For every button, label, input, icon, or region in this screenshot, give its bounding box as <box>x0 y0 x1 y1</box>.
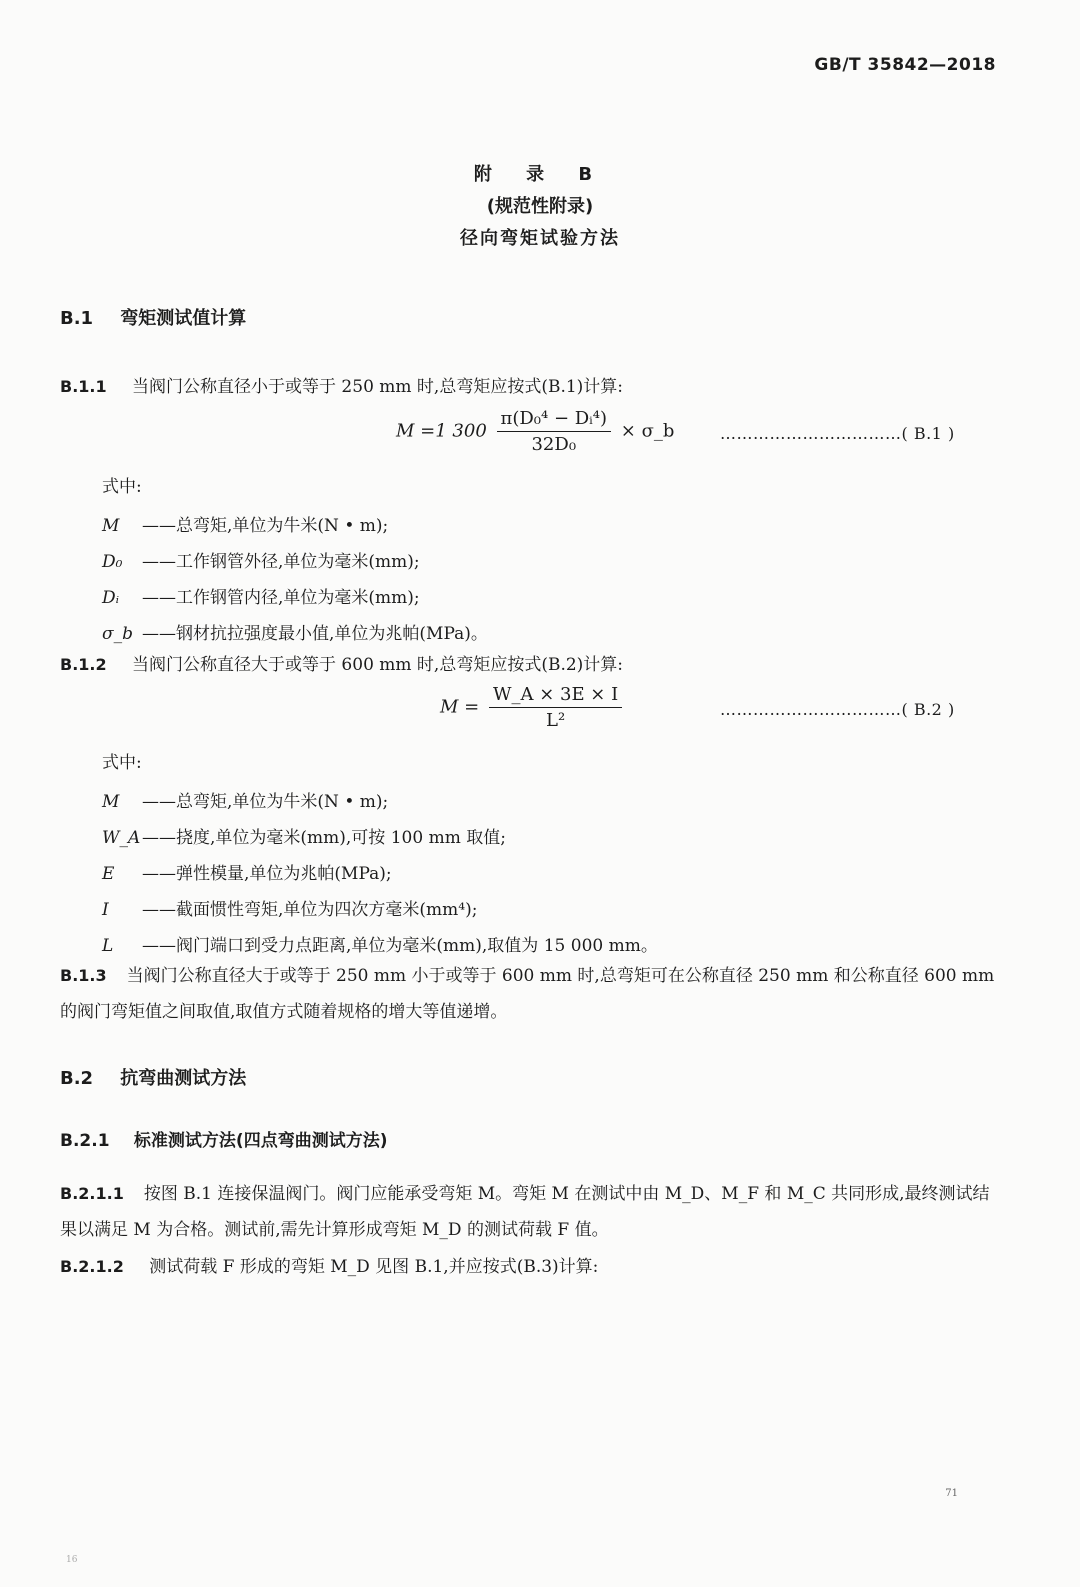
formula-numerator: W_A × 3E × I <box>489 684 622 708</box>
formula-denominator: L² <box>546 710 566 731</box>
page-number: 71 <box>945 1488 958 1499</box>
equation-number: ……………………………( B.2 ) <box>720 700 955 719</box>
definition-text: ——截面惯性弯矩,单位为四次方毫米(mm⁴); <box>142 900 478 920</box>
clause-b1-2 <box>60 650 623 675</box>
definition-row <box>102 616 488 652</box>
where-label: 式中: <box>102 753 142 773</box>
definition-symbol: I <box>102 900 109 920</box>
clause-b1-3 <box>60 958 1000 1030</box>
definition-text: ——工作钢管外径,单位为毫米(mm); <box>142 552 420 572</box>
definition-row <box>102 820 658 856</box>
definition-text: ——工作钢管内径,单位为毫米(mm); <box>142 588 420 608</box>
definition-text: ——弹性模量,单位为兆帕(MPa); <box>142 864 392 884</box>
definition-symbol: M <box>102 792 120 812</box>
formula-lhs: M =1 300 <box>396 420 487 442</box>
standard-number: GB/T 35842—2018 <box>814 55 996 75</box>
section-b1-heading <box>60 304 246 330</box>
definition-row <box>102 580 488 616</box>
annex-type: (规范性附录) <box>486 196 594 217</box>
clause-b2-1-2 <box>60 1252 598 1277</box>
definition-symbol: M <box>102 516 120 536</box>
clause-number: B.1.2 <box>60 655 107 674</box>
definition-row <box>102 892 658 928</box>
definition-symbol: σ_b <box>102 624 133 644</box>
definition-row <box>102 784 658 820</box>
section-title: 标准测试方法(四点弯曲测试方法) <box>133 1131 388 1151</box>
section-b2-1-heading <box>60 1126 387 1151</box>
definition-symbol: E <box>102 864 115 884</box>
clause-number: B.1.1 <box>60 377 107 396</box>
annex-title: 径向弯矩试验方法 <box>460 228 620 249</box>
clause-text: 当阀门公称直径大于或等于 250 mm 小于或等于 600 mm 时,总弯矩可在公称直径 250 mm 和公称直径 600 mm 的阀门弯矩值之间取值,取值方式随着规格的增大等值递增。 <box>60 966 995 1022</box>
definition-row <box>102 856 658 892</box>
clause-b2-1-1 <box>60 1176 1000 1248</box>
section-number: B.2.1 <box>60 1131 110 1151</box>
formula-tail: × σ_b <box>620 420 675 442</box>
definition-row <box>102 544 488 580</box>
clause-number: B.2.1.2 <box>60 1257 124 1276</box>
formula-lhs: M = <box>440 696 480 718</box>
clause-text: 测试荷载 F 形成的弯矩 M_D 见图 B.1,并应按式(B.3)计算: <box>149 1257 599 1277</box>
definition-text: ——挠度,单位为毫米(mm),可按 100 mm 取值; <box>142 828 506 848</box>
definition-symbol: W_A <box>102 828 141 848</box>
definition-text: ——总弯矩,单位为牛米(N • m); <box>142 516 389 536</box>
definition-text: ——钢材抗拉强度最小值,单位为兆帕(MPa)。 <box>142 624 488 644</box>
where-label: 式中: <box>102 477 142 497</box>
definition-row <box>102 508 488 544</box>
definitions-b1 <box>102 508 488 652</box>
formula-b1 <box>396 408 674 455</box>
section-title: 抗弯曲测试方法 <box>120 1068 247 1089</box>
formula-denominator: 32D₀ <box>531 434 577 455</box>
definition-symbol: L <box>102 936 114 956</box>
definition-text: ——总弯矩,单位为牛米(N • m); <box>142 792 389 812</box>
formula-numerator: π(D₀⁴ − Dᵢ⁴) <box>497 408 612 432</box>
clause-text: 当阀门公称直径大于或等于 600 mm 时,总弯矩应按式(B.2)计算: <box>132 655 624 675</box>
corner-mark: 16 <box>66 1555 78 1565</box>
definition-symbol: D₀ <box>102 552 123 572</box>
section-title: 弯矩测试值计算 <box>120 308 247 329</box>
section-number: B.1 <box>60 308 94 329</box>
section-b2-heading <box>60 1064 246 1090</box>
definition-symbol: Dᵢ <box>102 588 120 608</box>
section-number: B.2 <box>60 1068 94 1089</box>
clause-number: B.1.3 <box>60 966 107 985</box>
clause-text: 按图 B.1 连接保温阀门。阀门应能承受弯矩 M。弯矩 M 在测试中由 M_D、M_F 和 M_C 共同形成,最终测试结果以满足 M 为合格。测试前,需先计算形成弯矩 M_D 的测试荷载 F 值。 <box>60 1184 990 1240</box>
equation-number: ……………………………( B.1 ) <box>720 424 955 443</box>
definitions-b2 <box>102 784 658 964</box>
definition-text: ——阀门端口到受力点距离,单位为毫米(mm),取值为 15 000 mm。 <box>142 936 658 956</box>
annex-label: 附 录 B <box>473 164 607 185</box>
formula-b2 <box>440 684 626 731</box>
clause-text: 当阀门公称直径小于或等于 250 mm 时,总弯矩应按式(B.1)计算: <box>132 377 624 397</box>
formula-fraction <box>489 684 622 731</box>
formula-fraction <box>497 408 612 455</box>
clause-b1-1 <box>60 372 623 397</box>
clause-number: B.2.1.1 <box>60 1184 124 1203</box>
